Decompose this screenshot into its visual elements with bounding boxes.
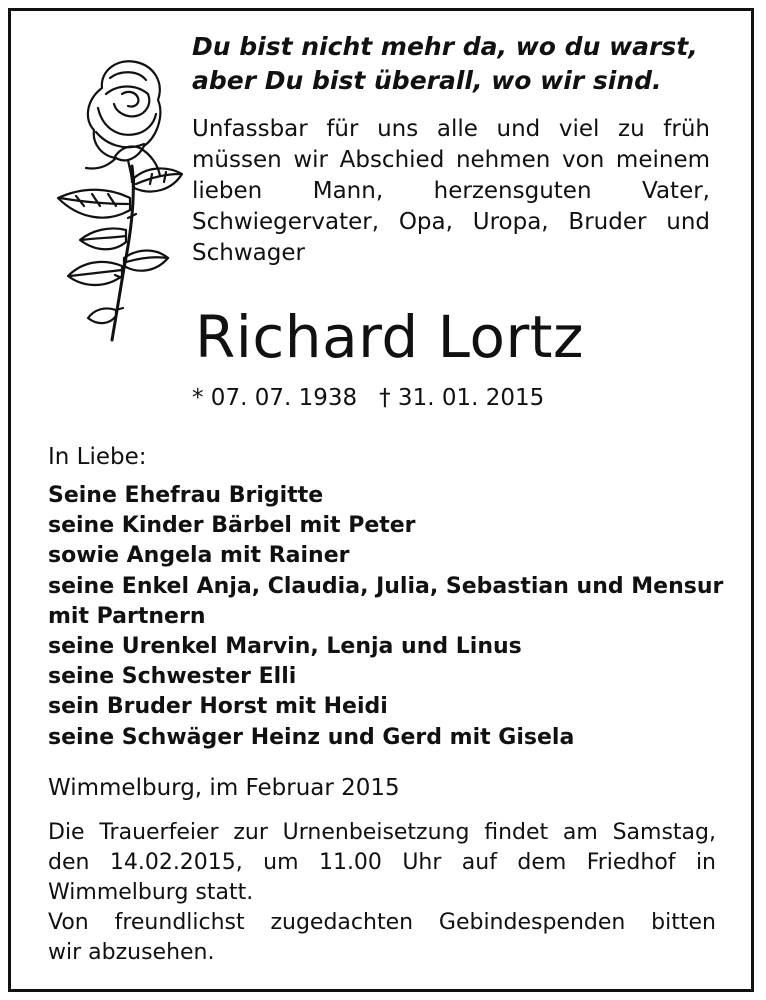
intro-line-1: Unfassbar für uns alle und viel zu früh xyxy=(192,116,710,142)
notice-line-1: Die Trauerfeier zur Urnenbeisetzung findet am Samstag, xyxy=(48,820,716,845)
deceased-name: Richard Lortz xyxy=(195,303,584,371)
intro-line-5: Schwager xyxy=(192,240,305,266)
intro-text xyxy=(192,114,710,269)
intro-line-2: müssen wir Abschied nehmen von meinem xyxy=(192,147,710,173)
place-date: Wimmelburg, im Februar 2015 xyxy=(48,775,400,801)
family-line: seine Urenkel Marvin, Lenja und Linus xyxy=(48,634,522,660)
family-line: mit Partnern xyxy=(48,603,206,629)
funeral-notice xyxy=(48,818,716,968)
family-line: seine Enkel Anja, Claudia, Julia, Sebastian und Mensur xyxy=(48,573,724,599)
intro-line-3: lieben Mann, herzensguten Vater, xyxy=(192,178,710,204)
family-line: seine Kinder Bärbel mit Peter xyxy=(48,513,416,539)
death-date: † 31. 01. 2015 xyxy=(379,385,545,411)
life-dates xyxy=(192,385,544,411)
birth-date: * 07. 07. 1938 xyxy=(192,385,358,411)
notice-line-5: wir abzusehen. xyxy=(48,940,215,965)
notice-line-3: Wimmelburg statt. xyxy=(48,880,254,905)
notice-line-4: Von freundlichst zugedachten Gebindespenden bitten xyxy=(48,910,716,935)
quote-line-2: aber Du bist überall, wo wir sind. xyxy=(192,66,662,95)
family-line: seine Schwäger Heinz und Gerd mit Gisela xyxy=(48,724,575,750)
in-love-label: In Liebe: xyxy=(48,444,147,470)
family-line: sowie Angela mit Rainer xyxy=(48,543,350,569)
family-line: seine Schwester Elli xyxy=(48,664,297,690)
quote-line-1: Du bist nicht mehr da, wo du warst, xyxy=(192,32,698,61)
rose-icon xyxy=(40,48,188,348)
family-line: sein Bruder Horst mit Heidi xyxy=(48,694,388,720)
family-line: Seine Ehefrau Brigitte xyxy=(48,483,324,508)
notice-line-2: den 14.02.2015, um 11.00 Uhr auf dem Friedhof in xyxy=(48,850,716,875)
family-list xyxy=(48,481,723,753)
intro-line-4: Schwiegervater, Opa, Uropa, Bruder und xyxy=(192,209,710,235)
